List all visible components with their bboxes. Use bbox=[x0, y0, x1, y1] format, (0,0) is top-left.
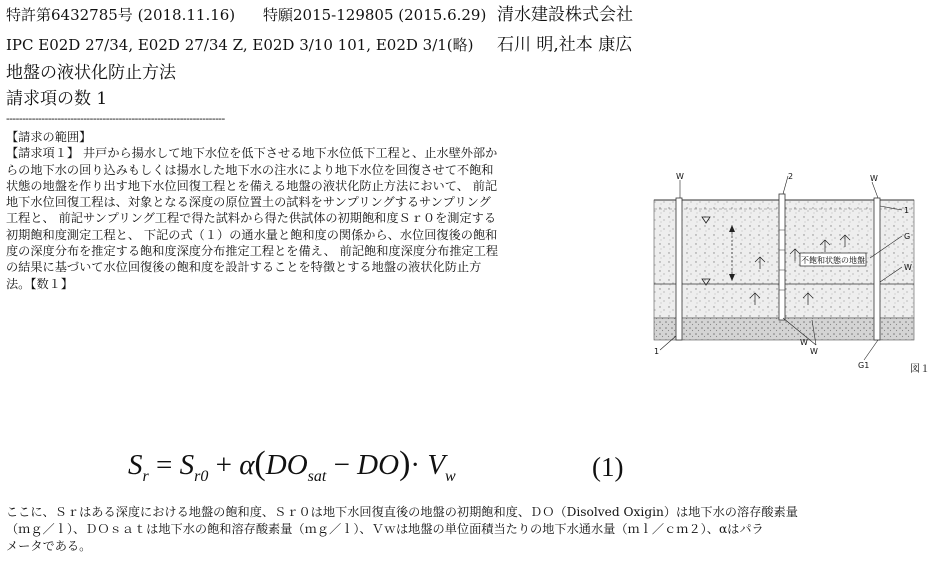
cutoff-wall-right bbox=[874, 198, 880, 340]
note-line: メータである。 bbox=[6, 539, 92, 553]
claims-section-heading: 【請求の範囲】 bbox=[6, 130, 92, 144]
claim-line: 【請求項１】 井戸から揚水して地下水位を低下させる地下水位低下工程と、止水壁外部か bbox=[6, 146, 498, 161]
formula-v: V bbox=[427, 449, 446, 481]
divider: -------------------------------------------------------------------- bbox=[6, 112, 225, 125]
invention-title: 地盤の液状化防止方法 bbox=[6, 63, 176, 83]
claim-line: らの地下水の回り込みもしくは揚水した地下水の注水により地下水位を回復させて不飽和 bbox=[6, 162, 494, 177]
application-number: 特願2015-129805 (2015.6.29) bbox=[263, 6, 487, 24]
claim-line: 法。【数１】 bbox=[6, 276, 74, 291]
claim-line: 度の深度分布を推定する飽和度深度分布推定工程とを備え、 前記飽和度深度分布推定工程 bbox=[6, 244, 499, 259]
inventors: 石川 明,社本 康広 bbox=[497, 35, 633, 55]
applicant: 清水建設株式会社 bbox=[497, 5, 633, 25]
note-line: ここに、Ｓｒはある深度における地盤の飽和度、Ｓｒ０は地下水回復直後の地盤の初期飽和度、ＤＯ（Disolved Oxigin）は地下水の溶存酸素量 bbox=[6, 505, 798, 519]
claims-count: 請求項の数 1 bbox=[6, 89, 108, 109]
figure-label-1: 1 bbox=[904, 206, 910, 215]
claim-line: 地下水位回復工程は、対象となる深度の原位置土の試料をサンプリングするサンプリング bbox=[6, 195, 491, 210]
formula-alpha: α bbox=[239, 449, 255, 481]
unsaturated-ground-label: 不飽和状態の地盤 bbox=[801, 256, 865, 265]
formula-lhs: S bbox=[128, 449, 143, 481]
figure-label-g: G bbox=[904, 232, 911, 241]
figure-label-2: 2 bbox=[788, 172, 794, 181]
ipc-codes: IPC E02D 27/34, E02D 27/34 Z, E02D 3/10 101, E02D 3/1(略) bbox=[6, 36, 474, 54]
figure-label-w: W bbox=[904, 263, 912, 272]
figure-label-w: W bbox=[800, 338, 808, 347]
formula-do: DO bbox=[357, 449, 400, 481]
claims-block bbox=[6, 129, 596, 292]
figure-label-w: W bbox=[676, 172, 684, 181]
figure-label-w: W bbox=[810, 347, 818, 356]
claim-line: 初期飽和度測定工程と、 下記の式（１）の通水量と飽和度の関係から、水位回復後の飽和 bbox=[6, 227, 498, 242]
figure-label-w: W bbox=[870, 174, 878, 183]
patent-figure-1 bbox=[640, 170, 945, 385]
formula-v-subscript: w bbox=[445, 467, 456, 485]
formula-number: (1) bbox=[592, 452, 624, 482]
patent-number: 特許第6432785号 (2018.11.16) bbox=[6, 6, 236, 24]
note-line: （ｍｇ／ｌ）、ＤＯｓａｔは地下水の飽和溶存酸素量（ｍｇ／ｌ）、Ｖｗは地盤の単位面積当たりの地下水通水量（ｍｌ／ｃｍ２）、αはパラ bbox=[6, 522, 764, 536]
formula-initial-saturation: S bbox=[179, 449, 195, 481]
figure-caption: 図１ bbox=[910, 364, 930, 375]
claim-line: 状態の地盤を作り出す地下水位回復工程とを備える地盤の液状化防止方法において、 前記 bbox=[6, 178, 498, 193]
figure-label-1: 1 bbox=[654, 347, 660, 356]
formula-do-sat: DO bbox=[265, 449, 308, 481]
formula-1: $S_r = S_{r0} + \alpha(DO_{sat} - DO)\cdot V_w$ bbox=[128, 445, 456, 485]
claim-line: の結果に基づいて水位回復後の飽和度を設計することを特徴とする地盤の液状化防止方 bbox=[6, 260, 482, 275]
formula-notes bbox=[6, 504, 941, 555]
formula-initial-saturation-subscript: r0 bbox=[194, 467, 209, 485]
well bbox=[779, 194, 785, 320]
figure-label-g1: G1 bbox=[858, 361, 870, 370]
formula-do-sat-subscript: sat bbox=[307, 467, 327, 485]
claim-line: 工程と、 前記サンプリング工程で得た試料から得た供試体の初期飽和度Ｓｒ０を測定する bbox=[6, 211, 497, 226]
formula-lhs-subscript: r bbox=[142, 467, 149, 485]
cutoff-wall-left bbox=[676, 198, 682, 340]
